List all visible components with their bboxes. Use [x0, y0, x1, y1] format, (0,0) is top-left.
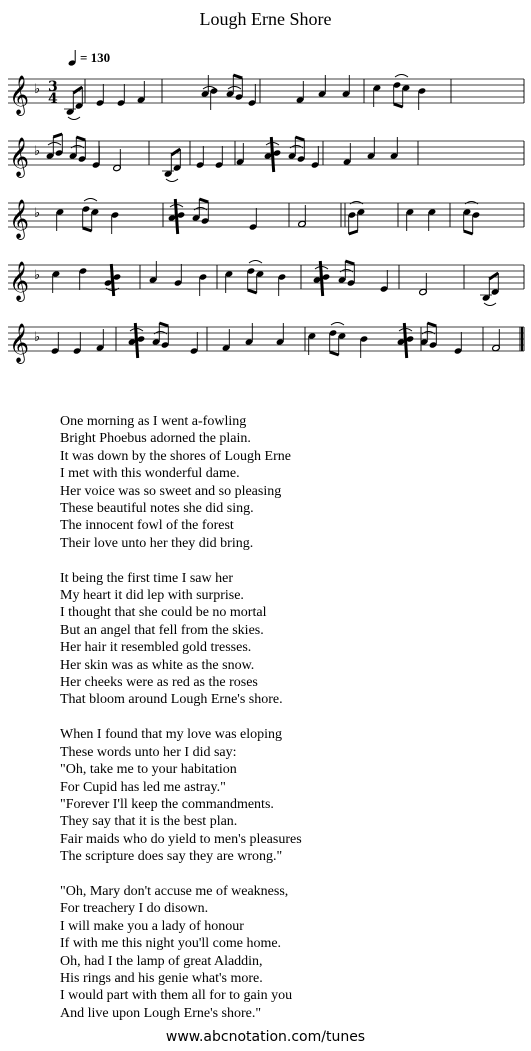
lyric-line: It being the first time I saw her [60, 570, 234, 586]
slur [249, 261, 262, 264]
note-beam [76, 137, 85, 140]
time-signature: 4 [48, 91, 58, 107]
time-signature: 3 [48, 79, 58, 95]
lyric-line: The innocent fowl of the forest [60, 518, 234, 534]
lyric-line: These words unto her I did say: [60, 744, 237, 760]
lyric-line: But an angel that fell from the skies. [60, 622, 264, 638]
lyric-line: I thought that she could be no mortal [60, 605, 267, 621]
lyric-line: Her voice was so sweet and so pleasing [60, 483, 282, 499]
footer-link[interactable]: www.abcnotation.com/tunes [165, 1029, 366, 1045]
lyric-line: For treachery I do disown. [60, 901, 209, 917]
lyrics [60, 413, 500, 1022]
note-beam [464, 231, 473, 234]
lyric-line: "Oh, Mary don't accuse me of weakness, [60, 883, 289, 899]
lyric-line: His rings and his genie what's more. [60, 970, 263, 986]
lyric-line: One morning as I went a-fowling [60, 414, 247, 429]
note-beam [171, 149, 180, 155]
lyric-line: For Cupid has led me astray." [60, 779, 226, 795]
lyric-line: That bloom around Lough Erne's shore. [60, 692, 283, 708]
lyric-line: Oh, had I the lamp of great Aladdin, [60, 953, 263, 969]
slur [84, 199, 97, 202]
tempo-value: = 130 [80, 50, 111, 65]
slur [228, 87, 241, 90]
lyric-line: If with me this night you'll come home. [60, 936, 282, 952]
lyric-line: Her skin was as white as the snow. [60, 657, 255, 673]
lyric-line: I will make you a lady of honour [60, 918, 244, 934]
lyric-line: And live upon Lough Erne's shore." [60, 1005, 262, 1021]
lyric-stanza [60, 726, 500, 865]
lyric-line: My heart it did lep with surprise. [60, 588, 244, 604]
slur [395, 75, 408, 78]
slur [48, 143, 61, 146]
note-beam [295, 137, 304, 140]
note-beam [345, 261, 354, 264]
slur [331, 323, 344, 326]
note-beam [489, 273, 498, 279]
lyric-stanza [60, 883, 500, 1022]
note-beam [111, 264, 113, 296]
lyric-line: Her cheeks were as red as the roses [60, 675, 258, 691]
note-beam [73, 87, 82, 93]
flat-icon: ♭ [34, 206, 41, 221]
lyric-line: When I found that my love was eloping [60, 727, 283, 743]
lyric-line: "Forever I'll keep the commandments. [60, 796, 274, 812]
flat-icon: ♭ [34, 144, 41, 159]
lyric-line: Their love unto her they did bring. [60, 535, 254, 551]
slur [68, 117, 80, 120]
treble-clef-icon: 𝄞 [9, 199, 30, 239]
lyric-line: Her hair it resembled gold tresses. [60, 640, 252, 656]
note-beam [199, 199, 208, 202]
lyric-line: These beautiful notes she did sing. [60, 501, 254, 517]
tune-title: Lough Erne Shore [199, 9, 332, 29]
note-beam [53, 134, 62, 137]
flat-icon: ♭ [34, 268, 41, 283]
note-beam [427, 323, 436, 326]
slur [166, 179, 178, 182]
note-beam [394, 104, 403, 107]
lyric-line: Fair maids who do yield to men's pleasures [60, 831, 302, 847]
note-beam [233, 75, 242, 78]
note-beam [349, 231, 358, 234]
lyric-line: "Oh, take me to your habitation [60, 762, 237, 778]
note-beam [248, 290, 257, 293]
treble-clef-icon: 𝄞 [9, 323, 30, 363]
treble-clef-icon: 𝄞 [9, 261, 30, 301]
lyric-line: Bright Phoebus adorned the plain. [60, 431, 251, 447]
note-beam [83, 228, 92, 231]
treble-clef-icon: 𝄞 [9, 75, 30, 115]
note-beam [159, 323, 168, 326]
lyric-stanza [60, 570, 500, 709]
flat-icon: ♭ [34, 330, 41, 345]
sheet-music [0, 0, 531, 410]
slur [484, 303, 496, 306]
lyric-stanza [60, 413, 500, 552]
lyric-line: The scripture does say they are wrong." [60, 849, 283, 865]
lyric-line: I met with this wonderful dame. [60, 466, 240, 482]
flat-icon: ♭ [34, 82, 41, 97]
note-beam [330, 352, 339, 355]
treble-clef-icon: 𝄞 [9, 137, 30, 177]
lyric-line: It was down by the shores of Lough Erne [60, 448, 291, 464]
lyric-line: I would part with them all for to gain you [60, 988, 293, 1004]
lyric-line: They say that it is the best plan. [60, 814, 238, 830]
